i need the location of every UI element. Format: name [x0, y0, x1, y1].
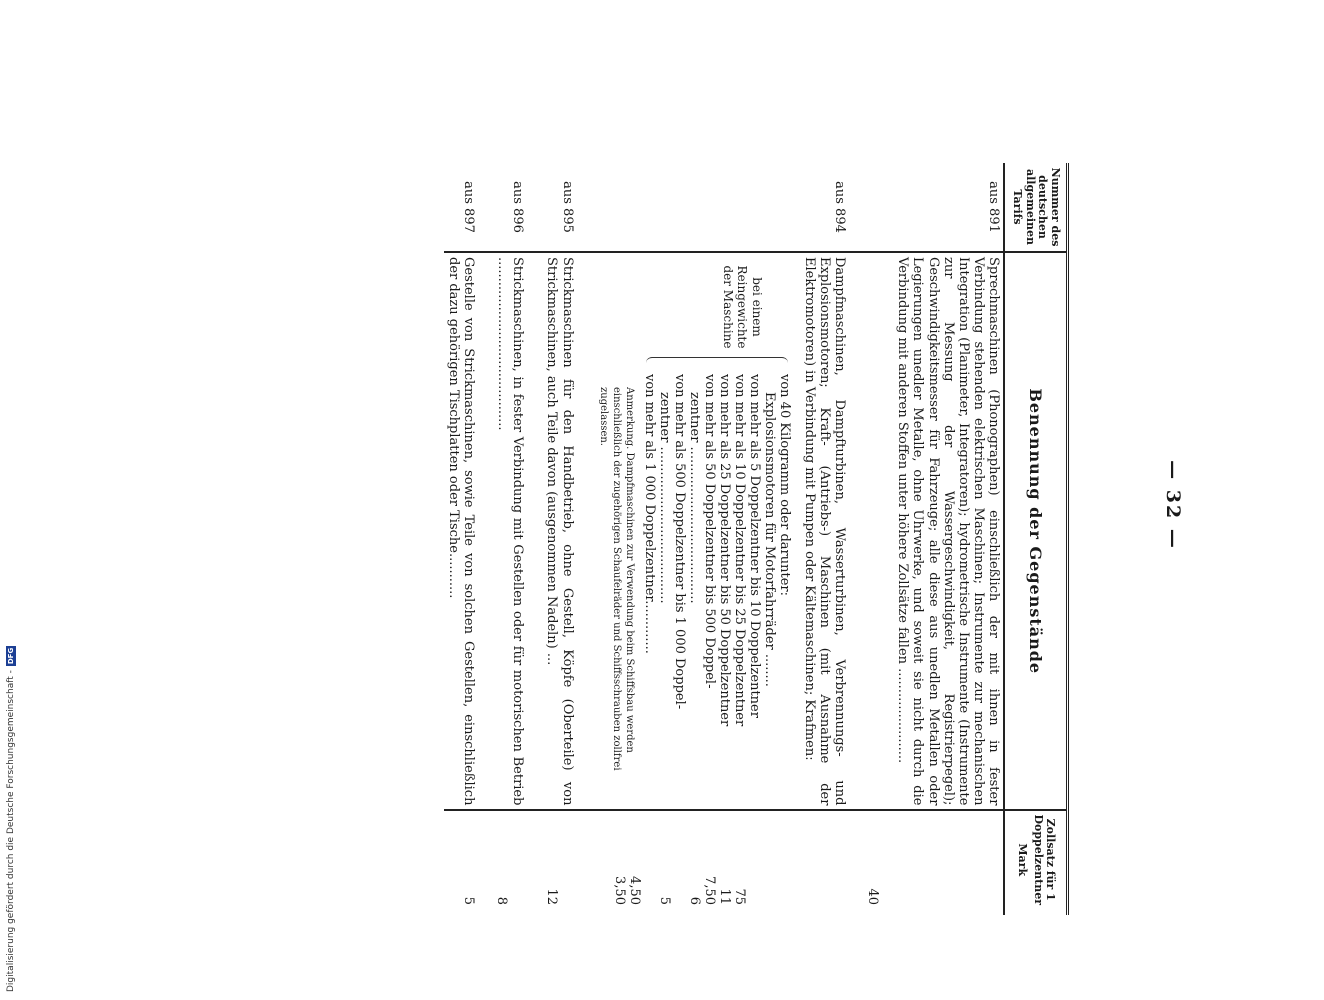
duty-rate: [541, 810, 576, 915]
tariff-number: aus 897: [461, 181, 477, 233]
tariff-number: aus 896: [510, 181, 526, 233]
rate-value: 75: [732, 888, 748, 905]
rate-value: 40: [865, 888, 881, 905]
rate-value: 8: [494, 896, 510, 905]
rate-value: 5: [657, 896, 673, 905]
item-description: [492, 252, 527, 810]
item-text: Sprechmaschinen (Phonographen) einschließlich der mit ihnen in fester Verbindung stehenden elektrischen Maschinen; Instrumente zur mechanischen Integration (Planimeter, Integratoren); hydrometrische Instrumente (Instrumente zur Messung der Wassergeschwindigkeit, Registrierpegel); Geschwindigkeitsmesser für Fahrzeuge; alle diese aus unedlen Metallen oder Legierungen unedler Metalle, ohne Uhrwerke, und soweit sie nicht durch die Verbindung mit anderen Stoffen unter höhere Zollsätze fallen .......................: [895, 257, 1002, 806]
weight-line: von mehr als 500 Doppelzentner bis 1 000 Doppel-: [671, 374, 687, 710]
brace: [646, 357, 788, 366]
rate-value: 7,50: [702, 876, 718, 905]
weight-line: von mehr als 10 Doppelzentner bis 25 Doppelzentner: [731, 374, 747, 727]
rate-value: 12: [543, 888, 559, 905]
tariff-number: aus 891: [986, 181, 1002, 233]
tariff-number: aus 894: [832, 181, 848, 233]
rate-value: 5: [461, 896, 477, 905]
duty-rate: [863, 810, 1004, 915]
rate-value: [642, 815, 657, 905]
footer-text: Digitalisierung gefördert durch die Deutsche Forschungsgemeinschaft -: [6, 670, 16, 992]
table-row: [591, 163, 850, 915]
weight-line: zentner ......................................: [656, 392, 672, 604]
page-number: — 32 —: [1162, 460, 1184, 550]
weight-line: von 40 Kilogramm oder darunter:: [776, 374, 792, 597]
item-text: Dampfmaschinen, Dampfturbinen, Wasserturbinen, Verbrennungs- und Explosionsmotoren; Kraft- (Antriebs-) Maschinen (mit Ausnahme der Elektromotoren) in Verbindung mit Pumpen oder Kältemaschinen; Krafmen:: [801, 257, 848, 806]
table-row: [492, 163, 527, 915]
rate-value: [747, 815, 762, 905]
rate-value: 6: [687, 896, 703, 905]
item-description: [591, 252, 850, 810]
rate-value: 11: [717, 888, 733, 905]
item-text: Gestelle von Strickmaschinen, sowie Teile von solchen Gestellen, einschließlich der dazu gehörigen Tischplatten oder Tische...........: [446, 257, 477, 806]
weight-line: zentner ......................................: [686, 392, 702, 604]
tariff-number: aus 895: [559, 181, 575, 233]
digitization-footer: [6, 0, 16, 1000]
table-row: [444, 163, 478, 915]
item-text: Strickmaschinen, in fester Verbindung mit Gestellen oder für motorischen Betrieb ..........................................: [495, 257, 526, 806]
weight-line: von mehr als 1 000 Doppelzentner.............: [641, 374, 657, 654]
header-zollsatz-label: Zollsatz für 1 Doppelzentner: [1031, 814, 1058, 906]
duty-rate: [444, 810, 478, 915]
weight-breakdown: [642, 257, 792, 805]
duty-rate: [492, 810, 527, 915]
document-page: [0, 40, 1324, 970]
weight-line: von mehr als 50 Doppelzentner bis 500 Doppel-: [701, 374, 717, 689]
item-description: [541, 252, 576, 810]
item-description: [444, 252, 478, 810]
weight-line: Explosionsmotoren für Motorfahrräder ........: [761, 392, 777, 687]
header-zollsatz: [1004, 810, 1067, 915]
header-benennung: Benennung der Gegenstände: [1004, 252, 1067, 810]
rate-value: 3,50: [612, 876, 628, 905]
rate-value: [672, 815, 687, 905]
weight-label: bei einem Reingewichte der Maschine: [720, 265, 764, 349]
item-description: [863, 252, 1004, 810]
table-row: [863, 163, 1004, 915]
tariff-table: [444, 163, 1069, 915]
weight-line: von mehr als 25 Doppelzentner bis 50 Doppelzentner: [716, 374, 732, 727]
duty-rate: [591, 810, 850, 915]
dfg-logo: DFG: [7, 647, 15, 665]
header-unit: Mark: [1015, 843, 1029, 877]
item-text: Strickmaschinen für den Handbetrieb, ohne Gestell, Köpfe (Oberteile) von Strickmaschinen, auch Teile davon (ausgenommen Nadeln) ...: [544, 257, 575, 806]
table-row: [541, 163, 576, 915]
weight-line: von mehr als 5 Doppelzentner bis 10 Doppelzentner: [746, 374, 762, 718]
rate-value: 4,50: [627, 876, 643, 905]
header-nummer: Nummer des deutschen allgemeinen Tarifs: [1004, 163, 1067, 252]
table-header-row: [1004, 163, 1067, 915]
annotation-note: Anmerkung. Dampfmaschinen zur Verwendung beim Schiffsbau werden einschließlich der zugehörigen Schaufelräder und Schiffsschrauben zollfrei zugelassen.: [597, 387, 635, 771]
